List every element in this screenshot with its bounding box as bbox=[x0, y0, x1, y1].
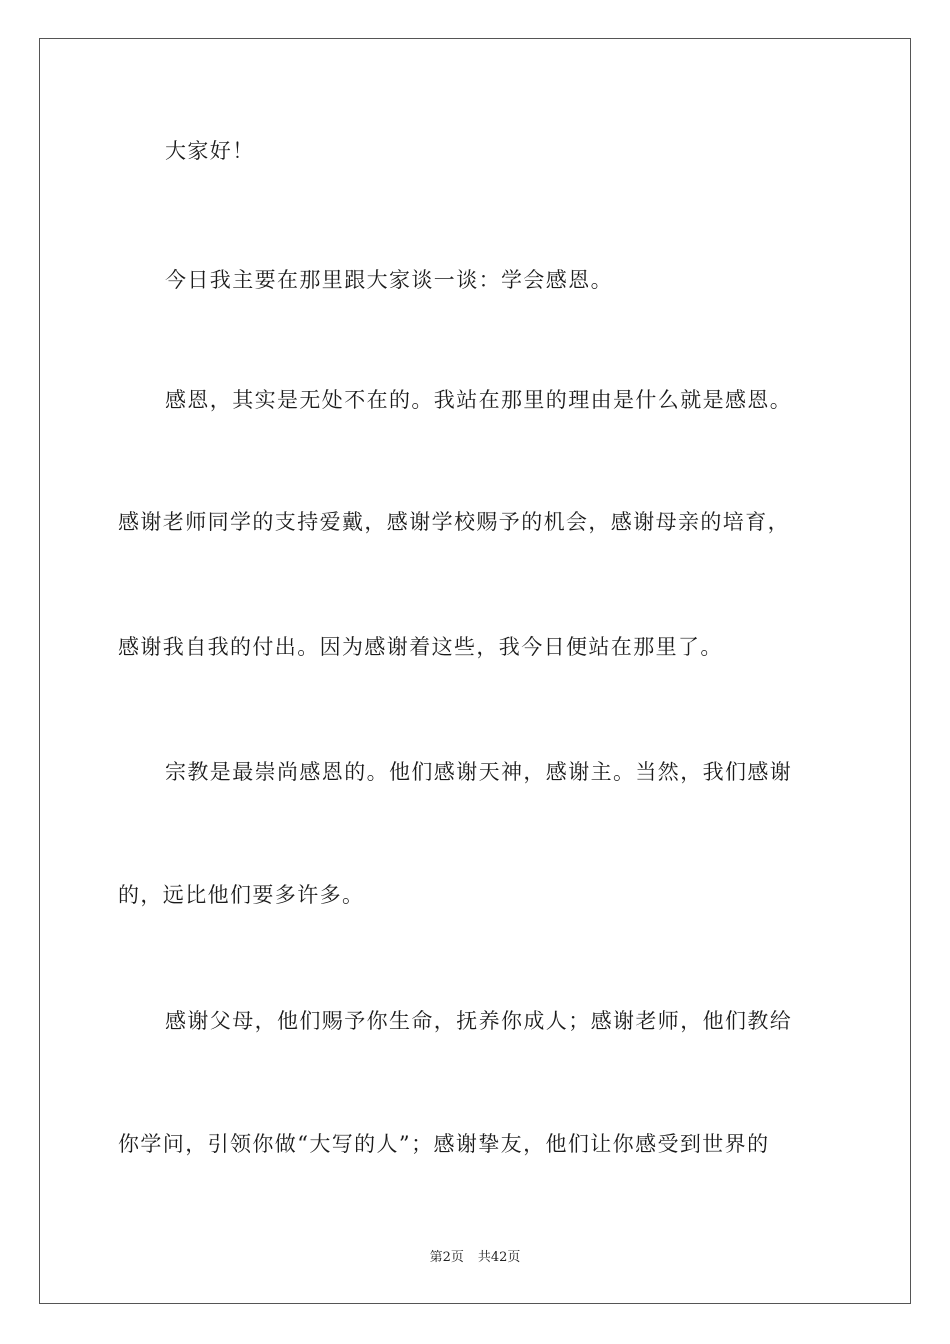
page-total: 共42页 bbox=[477, 1250, 521, 1265]
paragraph-line: 感谢老师同学的支持爱戴，感谢学校赐予的机会，感谢母亲的培育， bbox=[118, 510, 790, 534]
paragraph-line: 宗教是最崇尚感恩的。他们感谢天神，感谢主。当然，我们感谢 bbox=[165, 760, 793, 784]
paragraph-line: 今日我主要在那里跟大家谈一谈：学会感恩。 bbox=[165, 268, 613, 292]
paragraph-line: 的，远比他们要多许多。 bbox=[118, 883, 365, 907]
greeting-line: 大家好！ bbox=[165, 139, 255, 163]
paragraph-line: 感谢父母，他们赐予你生命，抚养你成人；感谢老师，他们教给 bbox=[165, 1009, 793, 1033]
paragraph-line: 你学问，引领你做“大写的人”；感谢挚友，他们让你感受到世界的 bbox=[118, 1132, 770, 1156]
paragraph-line: 感谢我自我的付出。因为感谢着这些，我今日便站在那里了。 bbox=[118, 635, 723, 659]
paragraph-line: 感恩，其实是无处不在的。我站在那里的理由是什么就是感恩。 bbox=[165, 388, 793, 412]
page-number: 第2页 bbox=[429, 1250, 464, 1265]
page-footer bbox=[0, 1246, 950, 1265]
page-border bbox=[39, 38, 911, 1304]
